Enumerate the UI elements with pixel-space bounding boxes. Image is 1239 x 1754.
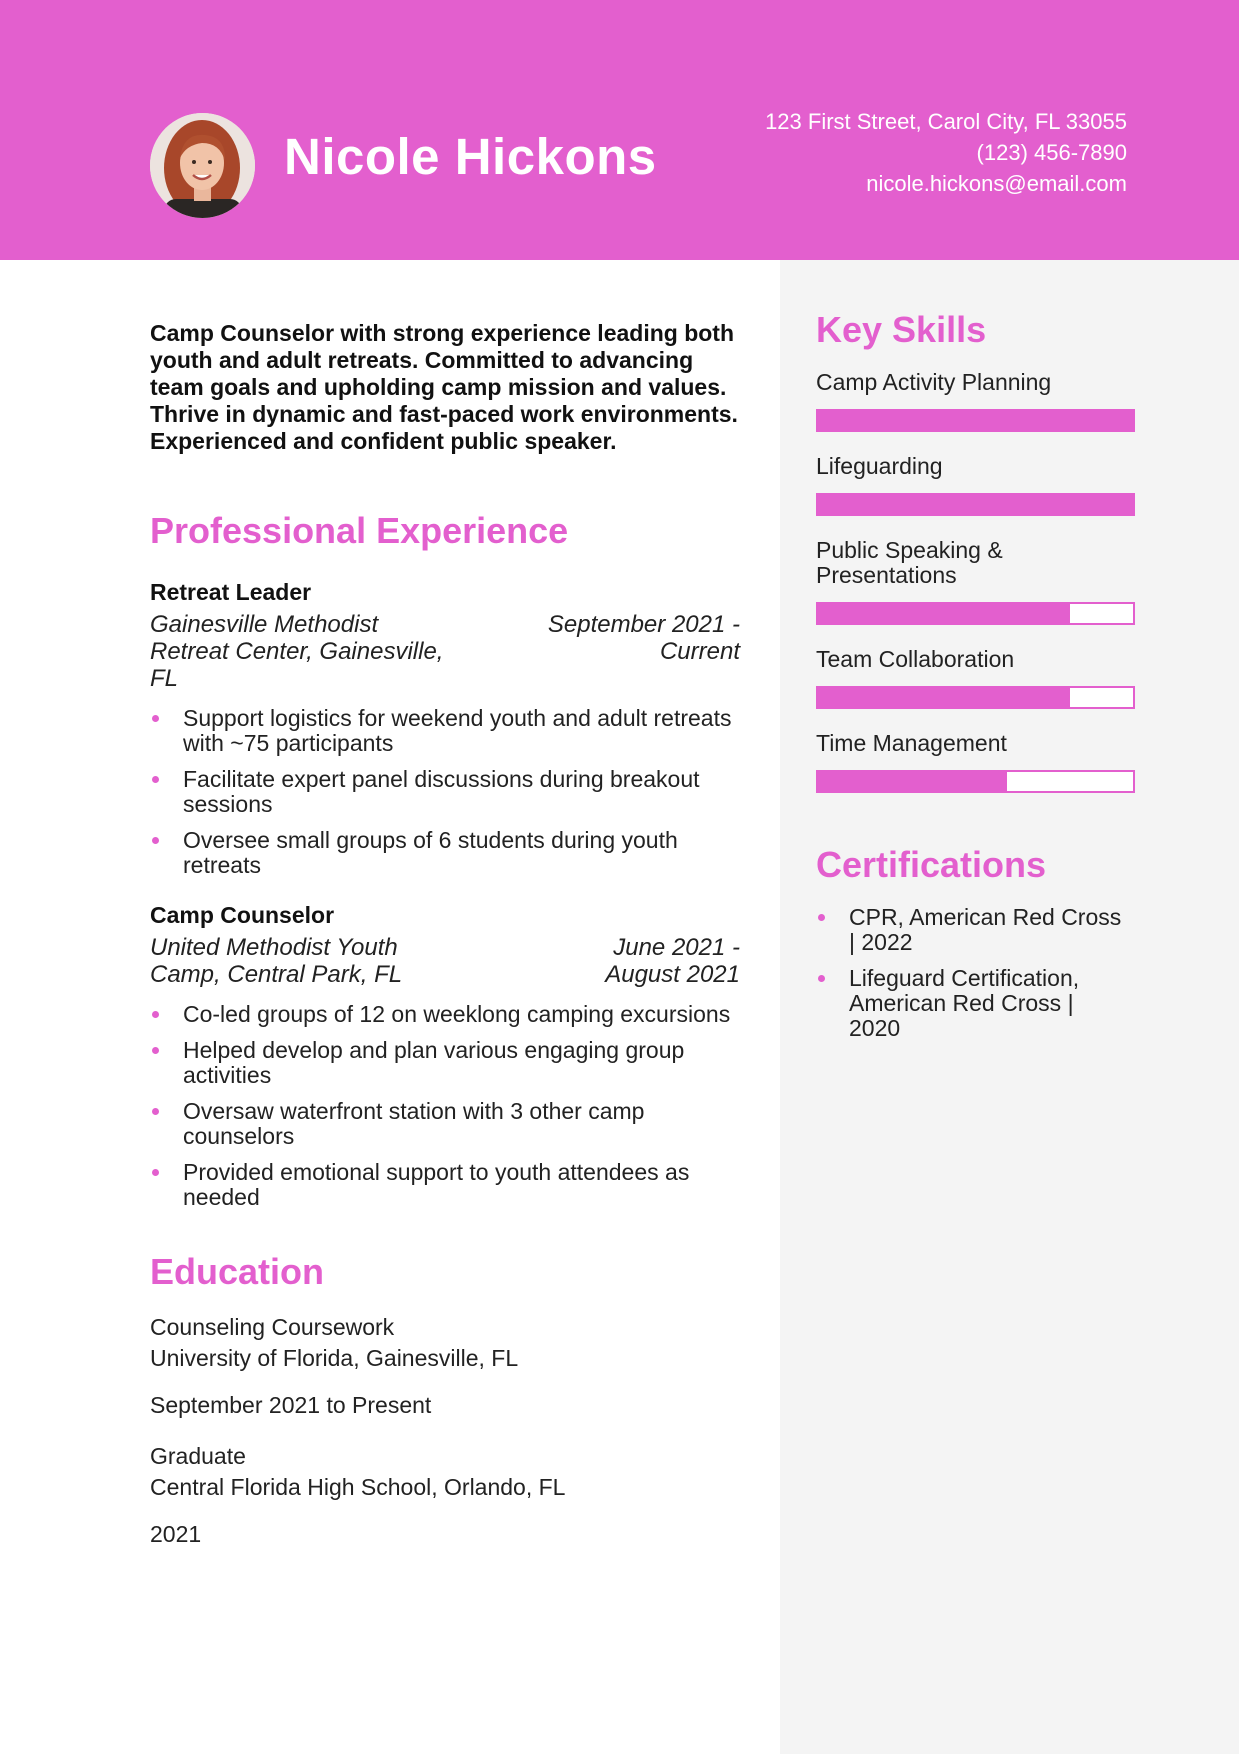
education-entry (150, 1312, 740, 1374)
job-organization: Gainesville Methodist Retreat Center, Gainesville, FL (150, 611, 444, 692)
bullet-text: Provided emotional support to youth attendees as needed (183, 1159, 690, 1210)
bullet-icon (818, 914, 825, 921)
job-title: Retreat Leader (150, 579, 312, 605)
job-entry (150, 579, 740, 878)
skill-item (816, 370, 1136, 432)
skill-bar-fill (818, 411, 1133, 430)
skill-bar-fill (818, 688, 1070, 707)
education-heading: Education (150, 1251, 325, 1292)
address: 123 First Street, Carol City, FL 33055 (765, 109, 1127, 134)
email: nicole.hickons@email.com (866, 171, 1127, 196)
skill-bar (816, 493, 1135, 516)
phone: (123) 456-7890 (976, 140, 1127, 165)
header-banner (0, 0, 1239, 260)
certifications-list (816, 905, 1136, 1041)
skills-heading: Key Skills (816, 309, 987, 350)
skill-bar (816, 602, 1135, 625)
certifications-heading: Certifications (816, 844, 1047, 885)
skill-bar-fill (818, 772, 1007, 791)
bullet-text: Facilitate expert panel discussions during breakout sessions (183, 766, 700, 817)
bullet-icon (152, 1169, 159, 1176)
education-school: Central Florida High School, Orlando, FL (150, 1474, 566, 1500)
skill-bar-fill (818, 604, 1070, 623)
certification-text: CPR, American Red Cross | 2022 (849, 904, 1122, 955)
skill-item (816, 647, 1136, 709)
skill-item (816, 538, 1136, 625)
sidebar (816, 309, 1136, 1052)
job-meta (150, 611, 740, 692)
skill-name: Camp Activity Planning (816, 369, 1052, 395)
skill-bar (816, 770, 1135, 793)
bullet-icon (818, 975, 825, 982)
bullet-text: Oversaw waterfront station with 3 other camp counselors (183, 1098, 645, 1149)
education-date: September 2021 to Present (150, 1392, 432, 1418)
experience-heading: Professional Experience (150, 510, 569, 551)
bullet-icon (152, 1108, 159, 1115)
job-title: Camp Counselor (150, 902, 335, 928)
skill-bar-fill (818, 495, 1133, 514)
job-dates: September 2021 - Current (547, 611, 740, 665)
job-meta (150, 934, 740, 988)
job-bullets (150, 1002, 740, 1210)
education-school: University of Florida, Gainesville, FL (150, 1345, 519, 1371)
education-entry (150, 1441, 740, 1503)
bullet-icon (152, 837, 159, 844)
avatar (150, 113, 255, 218)
skill-name: Team Collaboration (816, 646, 1015, 672)
bullet-icon (152, 1047, 159, 1054)
bullet-text: Co-led groups of 12 on weeklong camping excursions (183, 1001, 731, 1027)
list-item (150, 1002, 740, 1027)
certification-text: Lifeguard Certification, American Red Cross | 2020 (849, 965, 1080, 1041)
list-item (816, 905, 1129, 955)
bullet-text: Oversee small groups of 6 students during youth retreats (183, 827, 678, 878)
profile-photo (150, 113, 255, 218)
list-item (150, 1038, 740, 1088)
skill-item (816, 731, 1136, 793)
skill-name: Public Speaking & Presentations (816, 537, 1003, 588)
education-degree: Counseling Coursework (150, 1314, 395, 1340)
skill-name: Time Management (816, 730, 1007, 756)
job-dates: June 2021 - August 2021 (605, 934, 740, 988)
summary: Camp Counselor with strong experience leading both youth and adult retreats. Committed to advancing team goals and upholding camp mission and values. Thrive in dynamic and fast-paced work environments. Experienced and confident public speaker. (150, 320, 738, 454)
bullet-icon (152, 1011, 159, 1018)
education-degree: Graduate (150, 1443, 246, 1469)
candidate-name: Nicole Hickons (284, 128, 657, 185)
main-column (150, 320, 740, 1548)
bullet-text: Support logistics for weekend youth and adult retreats with ~75 participants (183, 705, 732, 756)
skill-bar (816, 686, 1135, 709)
skill-name: Lifeguarding (816, 453, 943, 479)
job-organization: United Methodist Youth Camp, Central Park, FL (150, 934, 403, 988)
list-item (150, 1160, 740, 1210)
list-item (150, 1099, 740, 1149)
list-item (150, 828, 740, 878)
list-item (150, 767, 740, 817)
skill-item (816, 454, 1136, 516)
skill-bar (816, 409, 1135, 432)
bullet-icon (152, 776, 159, 783)
bullet-text: Helped develop and plan various engaging group activities (183, 1037, 685, 1088)
job-entry (150, 902, 740, 1210)
list-item (150, 706, 740, 756)
job-bullets (150, 706, 740, 878)
contact-info (747, 109, 1127, 196)
education-date: 2021 (150, 1521, 202, 1547)
bullet-icon (152, 715, 159, 722)
list-item (816, 966, 1129, 1041)
